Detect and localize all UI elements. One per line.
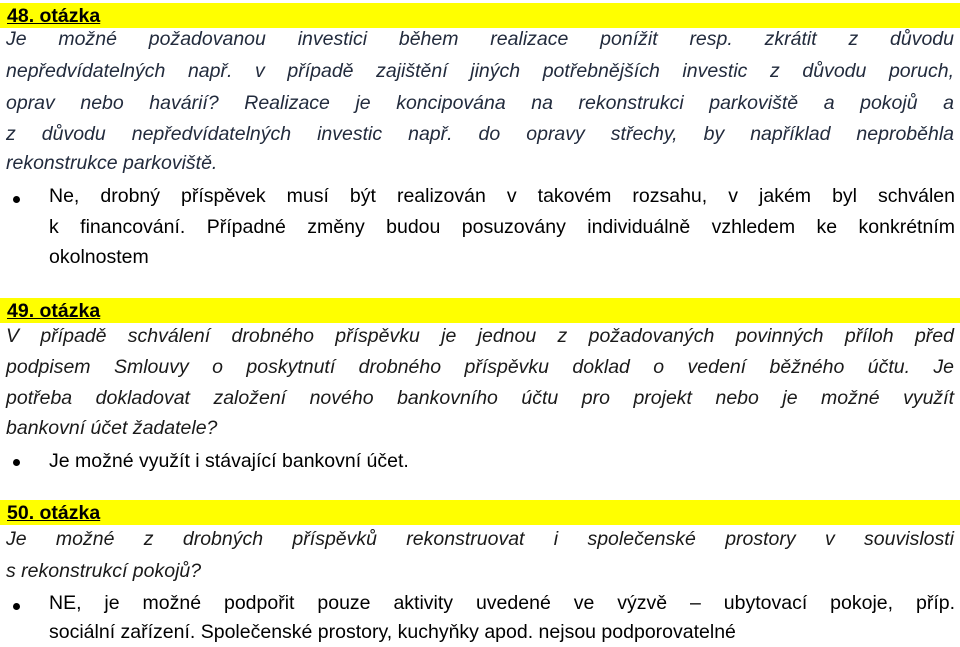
question-49-text-line-4: bankovní účet žadatele?	[6, 417, 218, 439]
question-50-label: 50. otázka	[7, 502, 101, 524]
question-48-text-line-3: oprav nebo havárií? Realizace je koncipována na rekonstrukci parkoviště a pokojů a	[6, 92, 954, 114]
answer-49-line-1: Je možné využít i stávající bankovní účet.	[49, 450, 409, 472]
answer-50-line-2: sociální zařízení. Společenské prostory, kuchyňky apod. nejsou podporovatelné	[49, 621, 736, 643]
answer-48-line-3: okolnostem	[49, 246, 149, 268]
question-48-text-line-1: Je možné požadovanou investici během realizace ponížit resp. zkrátit z důvodu	[6, 28, 954, 50]
question-48-text-line-5: rekonstrukce parkoviště.	[6, 152, 218, 174]
bullet-icon	[13, 603, 20, 610]
question-48-text-line-4: z důvodu nepředvídatelných investic např. do opravy střechy, by například neproběhla	[6, 123, 954, 145]
question-49-text-line-1: V případě schválení drobného příspěvku je jednou z požadovaných povinných příloh před	[6, 325, 954, 347]
question-50-highlight	[0, 500, 960, 525]
question-49-label: 49. otázka	[7, 300, 101, 322]
bullet-icon	[13, 459, 20, 466]
question-50-text-line-2: s rekonstrukcí pokojů?	[6, 560, 202, 582]
answer-48-line-1: Ne, drobný příspěvek musí být realizován v takovém rozsahu, v jakém byl schválen	[49, 185, 955, 207]
question-49-text-line-2: podpisem Smlouvy o poskytnutí drobného příspěvku doklad o vedení běžného účtu. Je	[6, 356, 954, 378]
question-48-text-line-2: nepředvídatelných např. v případě zajištění jiných potřebnějších investic z důvodu poruch,	[6, 60, 954, 82]
bullet-icon	[13, 196, 20, 203]
answer-50-line-1: NE, je možné podpořit pouze aktivity uvedené ve výzvě – ubytovací pokoje, příp.	[49, 592, 955, 614]
question-48-label: 48. otázka	[7, 5, 101, 27]
question-49-text-line-3: potřeba dokladovat založení nového bankovního účtu pro projekt nebo je možné využít	[6, 387, 954, 409]
question-49-highlight	[0, 298, 960, 323]
question-50-text-line-1: Je možné z drobných příspěvků rekonstruovat i společenské prostory v souvislosti	[6, 528, 954, 550]
answer-48-line-2: k financování. Případné změny budou posuzovány individuálně vzhledem ke konkrétním	[49, 216, 955, 238]
